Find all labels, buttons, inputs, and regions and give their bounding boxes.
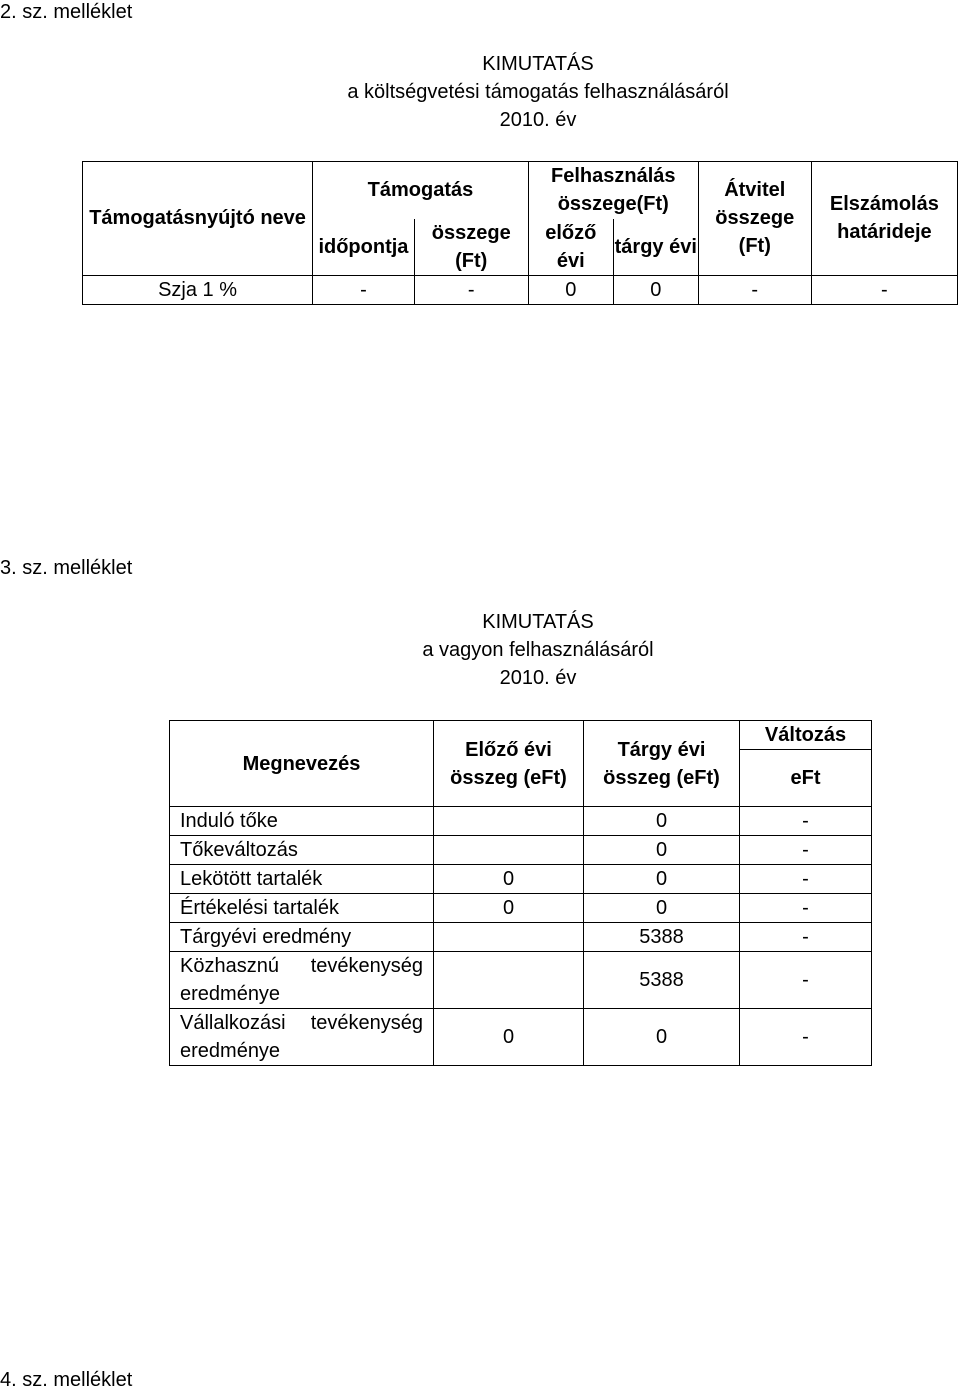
header-prev-year: előző évi xyxy=(528,219,613,276)
row-name xyxy=(170,1009,434,1066)
table-row xyxy=(170,836,872,865)
table-row xyxy=(170,1009,872,1066)
annex3-title: KIMUTATÁS xyxy=(482,611,594,633)
annex3-year: 2010. év xyxy=(499,667,577,689)
row-name: Szja 1 % xyxy=(83,275,313,304)
header-prev-amount: Előző évi összeg (eFt) xyxy=(434,721,584,807)
row-name xyxy=(170,952,434,1009)
row-change: - xyxy=(740,952,872,1009)
header-amount: összege (Ft) xyxy=(414,219,528,276)
row-current: 0 xyxy=(584,1009,740,1066)
header-provider: Támogatásnyújtó neve xyxy=(83,162,313,276)
row-name: Értékelési tartalék xyxy=(170,894,434,923)
header-deadline: Elszámolás határideje xyxy=(811,162,957,276)
header-name: Megnevezés xyxy=(170,721,434,807)
row-name-part: eredménye xyxy=(180,983,281,1005)
row-prev xyxy=(434,923,584,952)
row-prev: 0 xyxy=(434,894,584,923)
row-name-part: Vállalkozási xyxy=(180,1012,286,1034)
row-name: Tárgyévi eredmény xyxy=(170,923,434,952)
support-table xyxy=(82,161,958,305)
row-deadline: - xyxy=(811,275,957,304)
annex2-subtitle: a költségvetési támogatás felhasználásáról xyxy=(347,81,729,103)
row-prev: 0 xyxy=(528,275,613,304)
row-prev xyxy=(434,952,584,1009)
row-change: - xyxy=(740,836,872,865)
row-name-part: tevékenység xyxy=(310,1012,423,1034)
row-change: - xyxy=(740,894,872,923)
row-current: 5388 xyxy=(584,923,740,952)
row-prev: 0 xyxy=(434,865,584,894)
table-row xyxy=(83,275,958,304)
row-amount: - xyxy=(414,275,528,304)
row-current: 5388 xyxy=(584,952,740,1009)
assets-table xyxy=(169,720,872,1066)
row-prev xyxy=(434,807,584,836)
annex3-label: 3. sz. melléklet xyxy=(0,557,133,579)
row-change: - xyxy=(740,1009,872,1066)
annex2-year: 2010. év xyxy=(499,109,577,131)
header-current-amount: Tárgy évi összeg (eFt) xyxy=(584,721,740,807)
row-name-part: eredménye xyxy=(180,1040,281,1062)
table-row xyxy=(170,923,872,952)
row-name-part: tevékenység xyxy=(310,955,423,977)
row-prev xyxy=(434,836,584,865)
row-name: Induló tőke xyxy=(170,807,434,836)
row-change: - xyxy=(740,923,872,952)
row-current: 0 xyxy=(584,807,740,836)
row-current: 0 xyxy=(584,836,740,865)
header-date: időpontja xyxy=(313,219,415,276)
table-row xyxy=(170,865,872,894)
table-row xyxy=(170,807,872,836)
header-change: Változás xyxy=(740,721,872,750)
table-row xyxy=(170,952,872,1009)
row-change: - xyxy=(740,865,872,894)
annex3-subtitle: a vagyon felhasználásáról xyxy=(422,639,654,661)
row-current: 0 xyxy=(584,865,740,894)
table-row xyxy=(170,894,872,923)
header-transfer: Átvitel összege (Ft) xyxy=(698,162,811,276)
annex2-label: 2. sz. melléklet xyxy=(0,1,133,23)
annex2-title: KIMUTATÁS xyxy=(482,53,594,75)
row-date: - xyxy=(313,275,415,304)
row-current: 0 xyxy=(613,275,698,304)
row-name: Lekötött tartalék xyxy=(170,865,434,894)
header-change-unit: eFt xyxy=(740,750,872,807)
header-usage: Felhasználás összege(Ft) xyxy=(528,162,698,219)
row-current: 0 xyxy=(584,894,740,923)
row-prev: 0 xyxy=(434,1009,584,1066)
header-support: Támogatás xyxy=(313,162,529,219)
row-change: - xyxy=(740,807,872,836)
row-transfer: - xyxy=(698,275,811,304)
row-name: Tőkeváltozás xyxy=(170,836,434,865)
annex4-label: 4. sz. melléklet xyxy=(0,1369,133,1391)
header-current-year: tárgy évi xyxy=(613,219,698,276)
row-name-part: Közhasznú xyxy=(180,955,279,977)
